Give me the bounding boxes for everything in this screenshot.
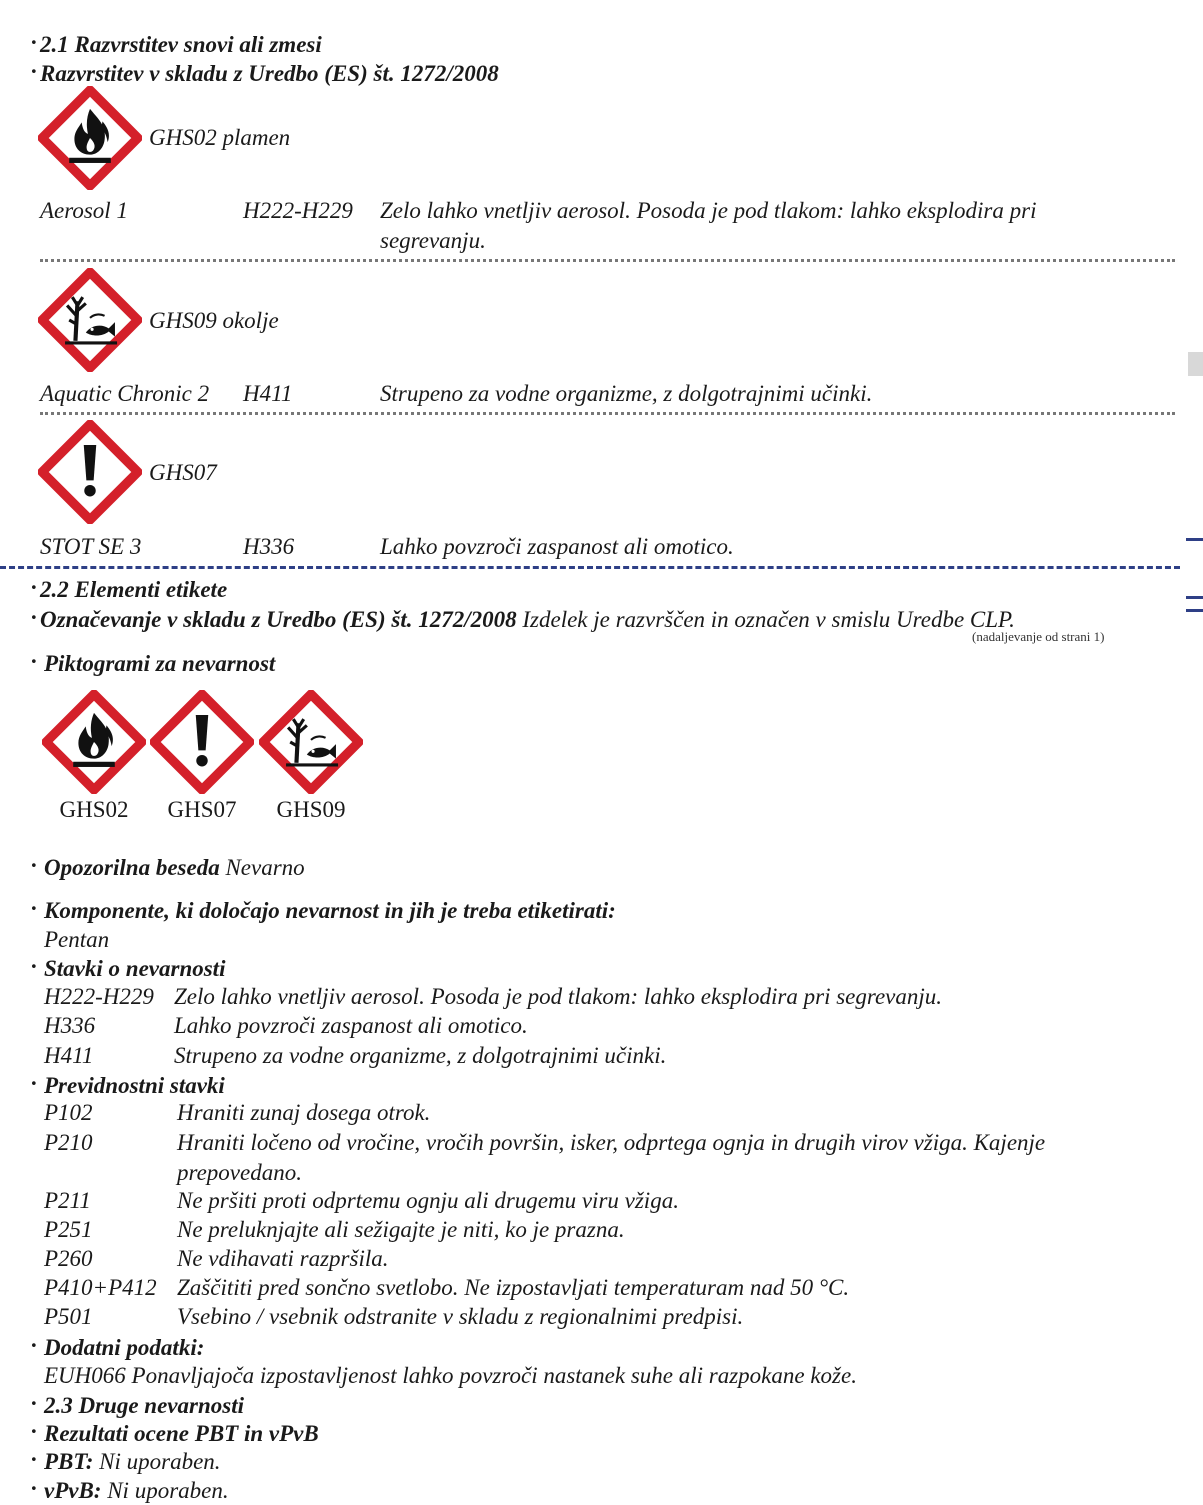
bullet: ·	[30, 575, 38, 600]
section-2-3-title: 2.3 Druge nevarnosti	[44, 1393, 244, 1418]
section-divider	[0, 566, 1180, 569]
section-2-2-title: 2.2 Elementi etikete	[40, 577, 228, 602]
statement-code: P251	[44, 1217, 93, 1242]
statement-code: H411	[44, 1043, 94, 1068]
statement-code: P210	[44, 1130, 93, 1155]
statement-text: Ne preluknjajte ali sežigajte je niti, ko je prazna.	[177, 1217, 625, 1242]
pictogram-label: GHS07	[149, 460, 217, 485]
bullet: ·	[30, 954, 38, 979]
bullet: ·	[30, 1447, 38, 1472]
hazard-category: Aquatic Chronic 2	[40, 381, 210, 406]
edge-mark	[1186, 596, 1203, 599]
ghs02-flame-icon	[42, 690, 146, 794]
pictogram-label: GHS09 okolje	[149, 308, 279, 333]
bullet: ·	[30, 30, 38, 55]
ghs07-exclamation-icon	[38, 420, 142, 524]
pictogram-label: GHS02 plamen	[149, 125, 291, 150]
pictograms-heading: Piktogrami za nevarnost	[44, 651, 276, 676]
pictogram-code: GHS09	[276, 797, 346, 822]
additional-info-heading: Dodatni podatki:	[44, 1335, 205, 1360]
statement-code: P102	[44, 1100, 93, 1125]
hazard-code: H411	[243, 381, 293, 406]
bullet: ·	[30, 1071, 38, 1096]
statement-text: Strupeno za vodne organizme, z dolgotrajnimi učinki.	[174, 1043, 667, 1068]
hazard-category: Aerosol 1	[40, 198, 128, 223]
statement-code: H336	[44, 1013, 96, 1038]
section-2-1-title: 2.1 Razvrstitev snovi ali zmesi	[40, 32, 322, 57]
bullet: ·	[30, 605, 38, 630]
statement-code: H222-H229	[44, 984, 154, 1009]
vpvb-line	[44, 1477, 229, 1505]
signal-word-label: Opozorilna beseda	[44, 855, 220, 880]
hazard-code: H336	[243, 534, 295, 559]
pbt-line	[44, 1448, 221, 1476]
pbt-value: Ni uporaben.	[99, 1449, 221, 1474]
hazard-statements-heading: Stavki o nevarnosti	[44, 956, 226, 981]
precautionary-statements-heading: Previdnostni stavki	[44, 1073, 225, 1098]
hazard-category: STOT SE 3	[40, 534, 142, 559]
vpvb-label: vPvB:	[44, 1478, 102, 1503]
statement-text: Zelo lahko vnetljiv aerosol. Posoda je pod tlakom: lahko eksplodira pri segrevanju.	[174, 984, 943, 1009]
pbt-label: PBT:	[44, 1449, 94, 1474]
statement-text: Lahko povzroči zaspanost ali omotico.	[174, 1013, 528, 1038]
bullet: ·	[30, 1333, 38, 1358]
additional-info-text: EUH066 Ponavljajoča izpostavljenost lahko povzroči nastanek suhe ali razpokane kože.	[44, 1363, 857, 1388]
statement-text: Ne vdihavati razpršila.	[177, 1246, 389, 1271]
hazard-text: Strupeno za vodne organizme, z dolgotrajnimi učinki.	[380, 381, 873, 406]
vpvb-value: Ni uporaben.	[107, 1478, 229, 1503]
components-heading: Komponente, ki določajo nevarnost in jih je treba etiketirati:	[44, 898, 616, 923]
statement-code: P501	[44, 1304, 93, 1329]
pictogram-code: GHS02	[59, 797, 129, 822]
statement-text: Hraniti zunaj dosega otrok.	[177, 1100, 431, 1125]
bullet: ·	[30, 649, 38, 674]
ghs02-flame-icon	[38, 86, 142, 190]
edge-mark	[1186, 609, 1203, 612]
edge-mark	[1186, 538, 1203, 541]
ghs09-environment-icon	[259, 690, 363, 794]
bullet: ·	[30, 1476, 38, 1501]
bullet: ·	[30, 1419, 38, 1444]
pictogram-code: GHS07	[167, 797, 237, 822]
statement-text: Zaščititi pred sončno svetlobo. Ne izpostavljati temperaturam nad 50 °C.	[177, 1275, 850, 1300]
statement-text: Ne pršiti proti odprtemu ognju ali drugemu viru vžiga.	[177, 1188, 679, 1213]
statement-code: P211	[44, 1188, 91, 1213]
ghs07-exclamation-icon	[150, 690, 254, 794]
dotted-divider	[40, 412, 1175, 415]
scrollbar-thumb[interactable]	[1188, 352, 1203, 376]
statement-text: Hraniti ločeno od vročine, vročih površin, isker, odprtega ognja in drugih virov vžiga. Kajenje	[177, 1130, 1046, 1155]
bullet: ·	[30, 59, 38, 84]
ghs09-environment-icon	[38, 268, 142, 372]
component-name: Pentan	[44, 927, 110, 952]
labelling-text: Izdelek je razvrščen in označen v smislu Uredbe CLP.	[522, 607, 1015, 632]
hazard-text: Lahko povzroči zaspanost ali omotico.	[380, 534, 734, 559]
dotted-divider	[40, 259, 1175, 262]
labelling-line	[40, 606, 1015, 634]
classification-regulation-heading: Razvrstitev v skladu z Uredbo (ES) št. 1272/2008	[40, 61, 499, 86]
statement-text-continued: prepovedano.	[177, 1160, 302, 1185]
signal-word-value: Nevarno	[225, 855, 305, 880]
statement-text: Vsebino / vsebnik odstranite v skladu z regionalnimi predpisi.	[177, 1304, 744, 1329]
hazard-text-continued: segrevanju.	[380, 228, 486, 253]
hazard-text: Zelo lahko vnetljiv aerosol. Posoda je pod tlakom: lahko eksplodira pri	[380, 198, 1037, 223]
bullet: ·	[30, 896, 38, 921]
pbt-results-heading: Rezultati ocene PBT in vPvB	[44, 1421, 319, 1446]
bullet: ·	[30, 1391, 38, 1416]
labelling-label: Označevanje v skladu z Uredbo (ES) št. 1272/2008	[40, 607, 517, 632]
hazard-code: H222-H229	[243, 198, 353, 223]
continued-note: (nadaljevanje od strani 1)	[972, 629, 1105, 644]
bullet: ·	[30, 853, 38, 878]
statement-code: P410+P412	[44, 1275, 157, 1300]
signal-word-line	[44, 854, 305, 882]
statement-code: P260	[44, 1246, 93, 1271]
